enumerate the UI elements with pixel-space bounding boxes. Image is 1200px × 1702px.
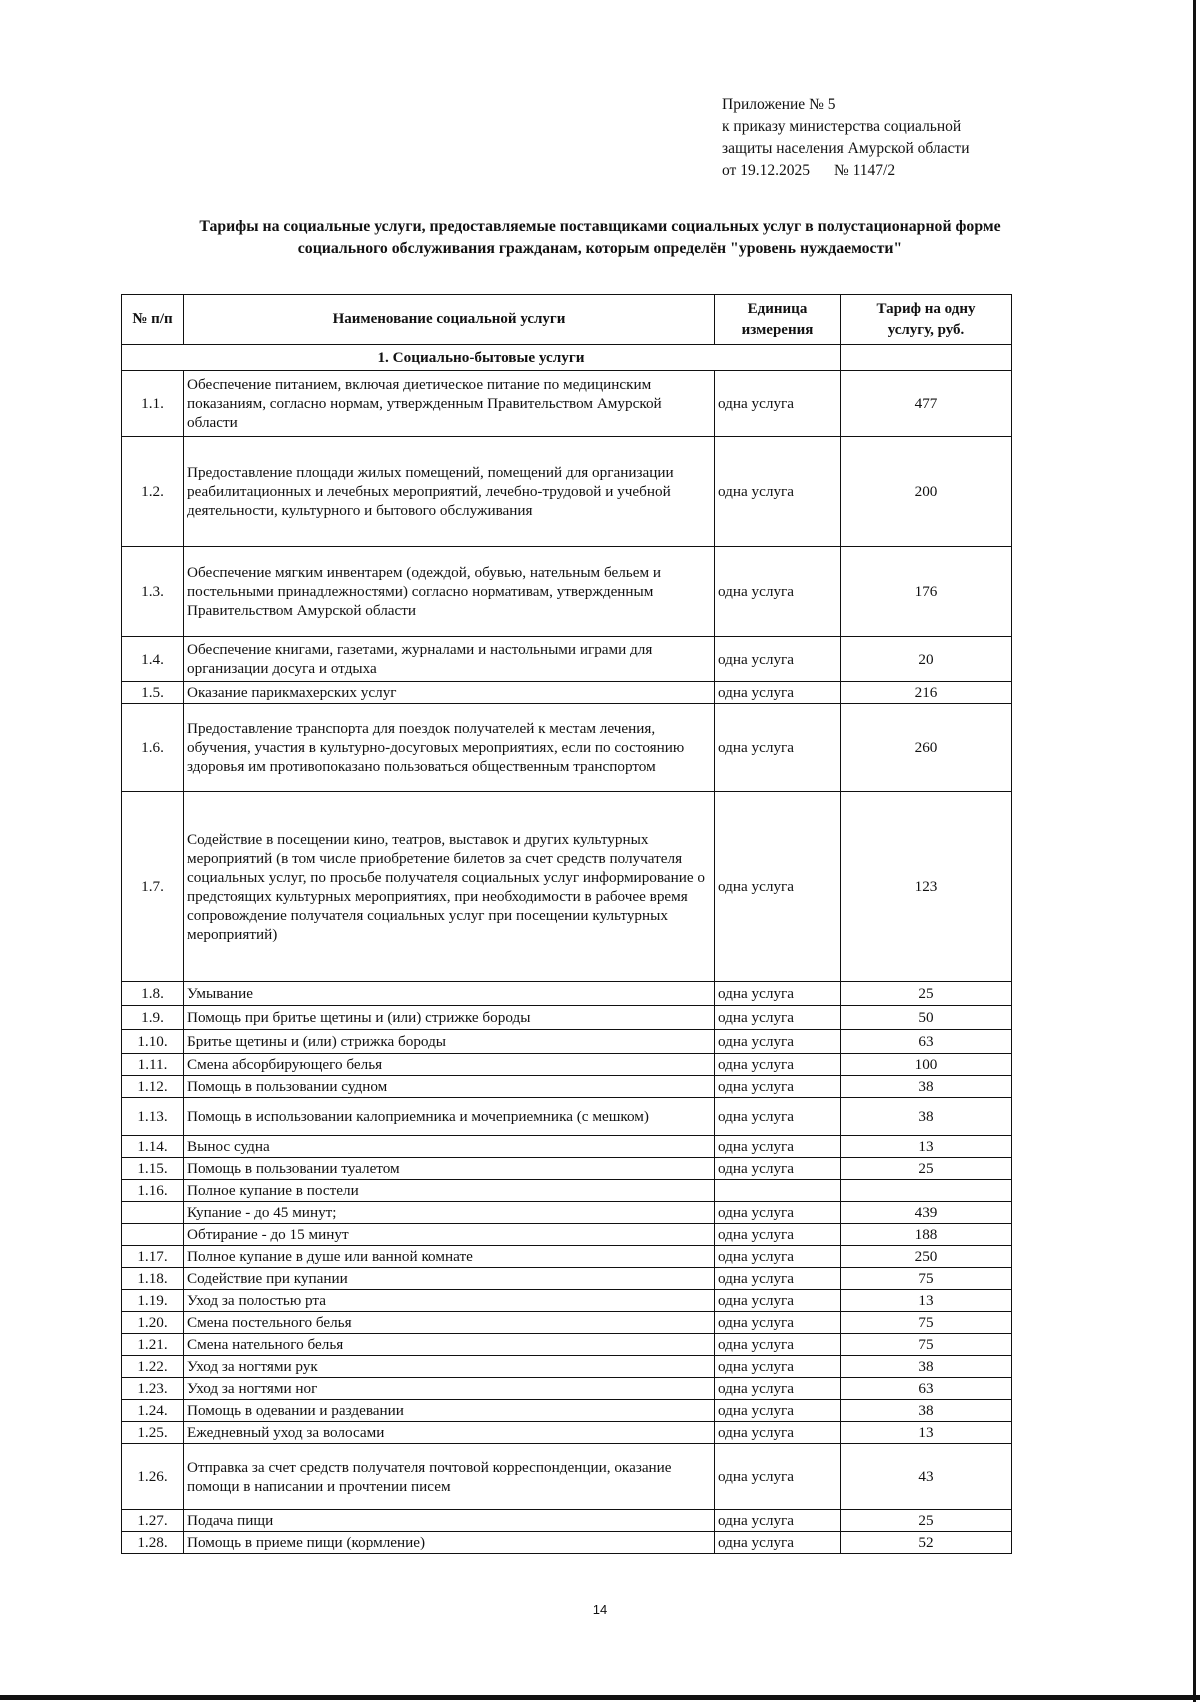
table-row <box>122 1180 1012 1202</box>
row-number: 1.18. <box>122 1268 184 1290</box>
table-row <box>122 1510 1012 1532</box>
service-name: Помощь в пользовании туалетом <box>184 1158 715 1180</box>
title-line-2: социального обслуживания гражданам, которым определён "уровень нуждаемости" <box>297 240 903 257</box>
tariff-value: 25 <box>841 982 1012 1006</box>
unit-of-measure: одна услуга <box>715 1378 841 1400</box>
unit-of-measure: одна услуга <box>715 1006 841 1030</box>
table-header-row <box>122 295 1012 345</box>
tariff-value: 20 <box>841 637 1012 682</box>
service-name: Предоставление площади жилых помещений, помещений для организации реабилитационных и лечебных мероприятий, лечебно-трудовой и учебной деятельности, культурного и бытового обслуживания <box>184 437 715 547</box>
table-row <box>122 1400 1012 1422</box>
table-row <box>122 1268 1012 1290</box>
row-number: 1.2. <box>122 437 184 547</box>
tariff-value: 216 <box>841 682 1012 704</box>
service-name: Полное купание в душе или ванной комнате <box>184 1246 715 1268</box>
table-row <box>122 637 1012 682</box>
unit-of-measure: одна услуга <box>715 1532 841 1554</box>
service-name: Обеспечение книгами, газетами, журналами и настольными играми для организации досуга и отдыха <box>184 637 715 682</box>
scan-edge-bottom <box>0 1695 1200 1700</box>
row-number: 1.9. <box>122 1006 184 1030</box>
title-line-1: Тарифы на социальные услуги, предоставляемые поставщиками социальных услуг в полустационарной форме <box>199 218 1001 235</box>
service-name: Обеспечение питанием, включая диетическое питание по медицинским показаниям, согласно нормам, утвержденным Правительством Амурской области <box>184 371 715 437</box>
unit-of-measure: одна услуга <box>715 1422 841 1444</box>
table-row <box>122 1030 1012 1054</box>
table-row <box>122 547 1012 637</box>
service-name: Купание - до 45 минут; <box>184 1202 715 1224</box>
service-name: Смена постельного белья <box>184 1312 715 1334</box>
unit-of-measure: одна услуга <box>715 1356 841 1378</box>
tariff-table <box>121 294 1012 1554</box>
service-name: Умывание <box>184 982 715 1006</box>
header-unit-line-2: измерения <box>741 321 814 338</box>
tariff-value: 75 <box>841 1268 1012 1290</box>
service-name: Содействие при купании <box>184 1268 715 1290</box>
unit-of-measure: одна услуга <box>715 1136 841 1158</box>
row-number: 1.13. <box>122 1098 184 1136</box>
table-row <box>122 1158 1012 1180</box>
table-row <box>122 1312 1012 1334</box>
service-name: Предоставление транспорта для поездок получателей к местам лечения, обучения, участия в культурно-досуговых мероприятиях, если по состоянию здоровья им противопоказано пользоваться общественным транспортом <box>184 704 715 792</box>
service-name: Помощь в одевании и раздевании <box>184 1400 715 1422</box>
tariff-value: 200 <box>841 437 1012 547</box>
unit-of-measure: одна услуга <box>715 1334 841 1356</box>
tariff-value: 13 <box>841 1136 1012 1158</box>
tariff-value: 43 <box>841 1444 1012 1510</box>
row-number: 1.5. <box>122 682 184 704</box>
unit-of-measure: одна услуга <box>715 1312 841 1334</box>
row-number: 1.4. <box>122 637 184 682</box>
header-unit-line-1: Единица <box>747 300 808 317</box>
service-name: Содействие в посещении кино, театров, выставок и других культурных мероприятий (в том числе приобретение билетов за счет средств получателя социальных услуг, по просьбе получателя социальных услуг информирование о предстоящих культурных мероприятиях, при необходимости в рабочее время сопровождение получателя социальных услуг при посещении культурных мероприятий) <box>184 792 715 982</box>
service-name: Обтирание - до 15 минут <box>184 1224 715 1246</box>
tariff-value: 439 <box>841 1202 1012 1224</box>
unit-of-measure: одна услуга <box>715 682 841 704</box>
row-number: 1.15. <box>122 1158 184 1180</box>
row-number <box>122 1224 184 1246</box>
unit-of-measure: одна услуга <box>715 1054 841 1076</box>
order-date-line <box>722 160 1022 182</box>
tariff-value: 75 <box>841 1312 1012 1334</box>
order-reference: к приказу министерства социальной <box>722 118 962 135</box>
unit-of-measure: одна услуга <box>715 1158 841 1180</box>
table-row <box>122 1290 1012 1312</box>
service-name: Обеспечение мягким инвентарем (одеждой, обувью, нательным бельем и постельными принадлежностями) согласно нормативам, утвержденным Правительством Амурской области <box>184 547 715 637</box>
header-tariff-line-2: услугу, руб. <box>887 321 965 338</box>
unit-of-measure: одна услуга <box>715 1246 841 1268</box>
table-row <box>122 1076 1012 1098</box>
appendix-number: Приложение № 5 <box>722 96 836 113</box>
unit-of-measure: одна услуга <box>715 1290 841 1312</box>
tariff-value: 100 <box>841 1054 1012 1076</box>
service-name: Ежедневный уход за волосами <box>184 1422 715 1444</box>
table-row <box>122 1098 1012 1136</box>
service-name: Подача пищи <box>184 1510 715 1532</box>
service-name: Вынос судна <box>184 1136 715 1158</box>
unit-of-measure: одна услуга <box>715 1444 841 1510</box>
table-row <box>122 1334 1012 1356</box>
unit-of-measure: одна услуга <box>715 1510 841 1532</box>
unit-of-measure: одна услуга <box>715 704 841 792</box>
appendix-header <box>722 94 1022 182</box>
table-row <box>122 1136 1012 1158</box>
row-number: 1.28. <box>122 1532 184 1554</box>
tariff-value <box>841 1180 1012 1202</box>
table-row <box>122 1422 1012 1444</box>
unit-of-measure: одна услуга <box>715 982 841 1006</box>
tariff-value: 176 <box>841 547 1012 637</box>
ministry-name: защиты населения Амурской области <box>722 140 970 157</box>
row-number: 1.16. <box>122 1180 184 1202</box>
row-number: 1.3. <box>122 547 184 637</box>
tariff-value: 38 <box>841 1076 1012 1098</box>
unit-of-measure: одна услуга <box>715 1098 841 1136</box>
row-number: 1.11. <box>122 1054 184 1076</box>
row-number: 1.20. <box>122 1312 184 1334</box>
table-row <box>122 1202 1012 1224</box>
order-number: № 1147/2 <box>833 162 896 179</box>
header-tariff-line-1: Тариф на одну <box>876 300 976 317</box>
header-name: Наименование социальной услуги <box>184 295 715 345</box>
row-number: 1.8. <box>122 982 184 1006</box>
table-row <box>122 1532 1012 1554</box>
row-number: 1.25. <box>122 1422 184 1444</box>
tariff-value: 38 <box>841 1098 1012 1136</box>
row-number: 1.27. <box>122 1510 184 1532</box>
table-row <box>122 1006 1012 1030</box>
section-empty-cell <box>841 345 1012 371</box>
row-number: 1.24. <box>122 1400 184 1422</box>
service-name: Помощь в пользовании судном <box>184 1076 715 1098</box>
unit-of-measure: одна услуга <box>715 1076 841 1098</box>
header-tariff <box>841 295 1012 345</box>
tariff-value: 260 <box>841 704 1012 792</box>
row-number: 1.6. <box>122 704 184 792</box>
table-row <box>122 682 1012 704</box>
service-name: Оказание парикмахерских услуг <box>184 682 715 704</box>
tariff-value: 123 <box>841 792 1012 982</box>
header-num: № п/п <box>122 295 184 345</box>
table-row <box>122 982 1012 1006</box>
tariff-value: 13 <box>841 1422 1012 1444</box>
tariff-value: 75 <box>841 1334 1012 1356</box>
table-row <box>122 1246 1012 1268</box>
tariff-value: 25 <box>841 1510 1012 1532</box>
page-number: 14 <box>592 1602 608 1617</box>
service-name: Помощь при бритье щетины и (или) стрижке бороды <box>184 1006 715 1030</box>
tariff-value: 13 <box>841 1290 1012 1312</box>
table-row <box>122 371 1012 437</box>
service-name: Бритье щетины и (или) стрижка бороды <box>184 1030 715 1054</box>
service-name: Уход за ногтями рук <box>184 1356 715 1378</box>
table-row <box>122 1224 1012 1246</box>
row-number: 1.7. <box>122 792 184 982</box>
table-row <box>122 1444 1012 1510</box>
table-row <box>122 792 1012 982</box>
unit-of-measure <box>715 1180 841 1202</box>
row-number: 1.12. <box>122 1076 184 1098</box>
document-title <box>120 216 1080 260</box>
unit-of-measure: одна услуга <box>715 547 841 637</box>
unit-of-measure: одна услуга <box>715 371 841 437</box>
order-date: от 19.12.2025 <box>722 162 810 179</box>
tariff-value: 63 <box>841 1030 1012 1054</box>
section-row <box>122 345 1012 371</box>
unit-of-measure: одна услуга <box>715 1202 841 1224</box>
unit-of-measure: одна услуга <box>715 1400 841 1422</box>
service-name: Уход за ногтями ног <box>184 1378 715 1400</box>
service-name: Помощь в использовании калоприемника и мочеприемника (с мешком) <box>184 1098 715 1136</box>
service-name: Уход за полостью рта <box>184 1290 715 1312</box>
header-unit <box>715 295 841 345</box>
unit-of-measure: одна услуга <box>715 437 841 547</box>
row-number: 1.21. <box>122 1334 184 1356</box>
row-number: 1.22. <box>122 1356 184 1378</box>
tariff-value: 50 <box>841 1006 1012 1030</box>
table-row <box>122 1378 1012 1400</box>
section-title: 1. Социально-бытовые услуги <box>122 345 841 371</box>
unit-of-measure: одна услуга <box>715 792 841 982</box>
service-name: Смена абсорбирующего белья <box>184 1054 715 1076</box>
row-number: 1.26. <box>122 1444 184 1510</box>
row-number: 1.23. <box>122 1378 184 1400</box>
service-name: Отправка за счет средств получателя почтовой корреспонденции, оказание помощи в написании и прочтении писем <box>184 1444 715 1510</box>
row-number: 1.14. <box>122 1136 184 1158</box>
tariff-value: 188 <box>841 1224 1012 1246</box>
table-row <box>122 1356 1012 1378</box>
tariff-value: 250 <box>841 1246 1012 1268</box>
tariff-value: 52 <box>841 1532 1012 1554</box>
row-number <box>122 1202 184 1224</box>
tariff-value: 63 <box>841 1378 1012 1400</box>
table-row <box>122 437 1012 547</box>
row-number: 1.19. <box>122 1290 184 1312</box>
unit-of-measure: одна услуга <box>715 1268 841 1290</box>
scan-edge-right <box>1193 0 1196 1702</box>
tariff-value: 477 <box>841 371 1012 437</box>
table-row <box>122 1054 1012 1076</box>
row-number: 1.10. <box>122 1030 184 1054</box>
service-name: Помощь в приеме пищи (кормление) <box>184 1532 715 1554</box>
unit-of-measure: одна услуга <box>715 637 841 682</box>
unit-of-measure: одна услуга <box>715 1030 841 1054</box>
service-name: Смена нательного белья <box>184 1334 715 1356</box>
service-name: Полное купание в постели <box>184 1180 715 1202</box>
table-row <box>122 704 1012 792</box>
row-number: 1.17. <box>122 1246 184 1268</box>
tariff-value: 38 <box>841 1356 1012 1378</box>
tariff-value: 38 <box>841 1400 1012 1422</box>
unit-of-measure: одна услуга <box>715 1224 841 1246</box>
row-number: 1.1. <box>122 371 184 437</box>
tariff-value: 25 <box>841 1158 1012 1180</box>
